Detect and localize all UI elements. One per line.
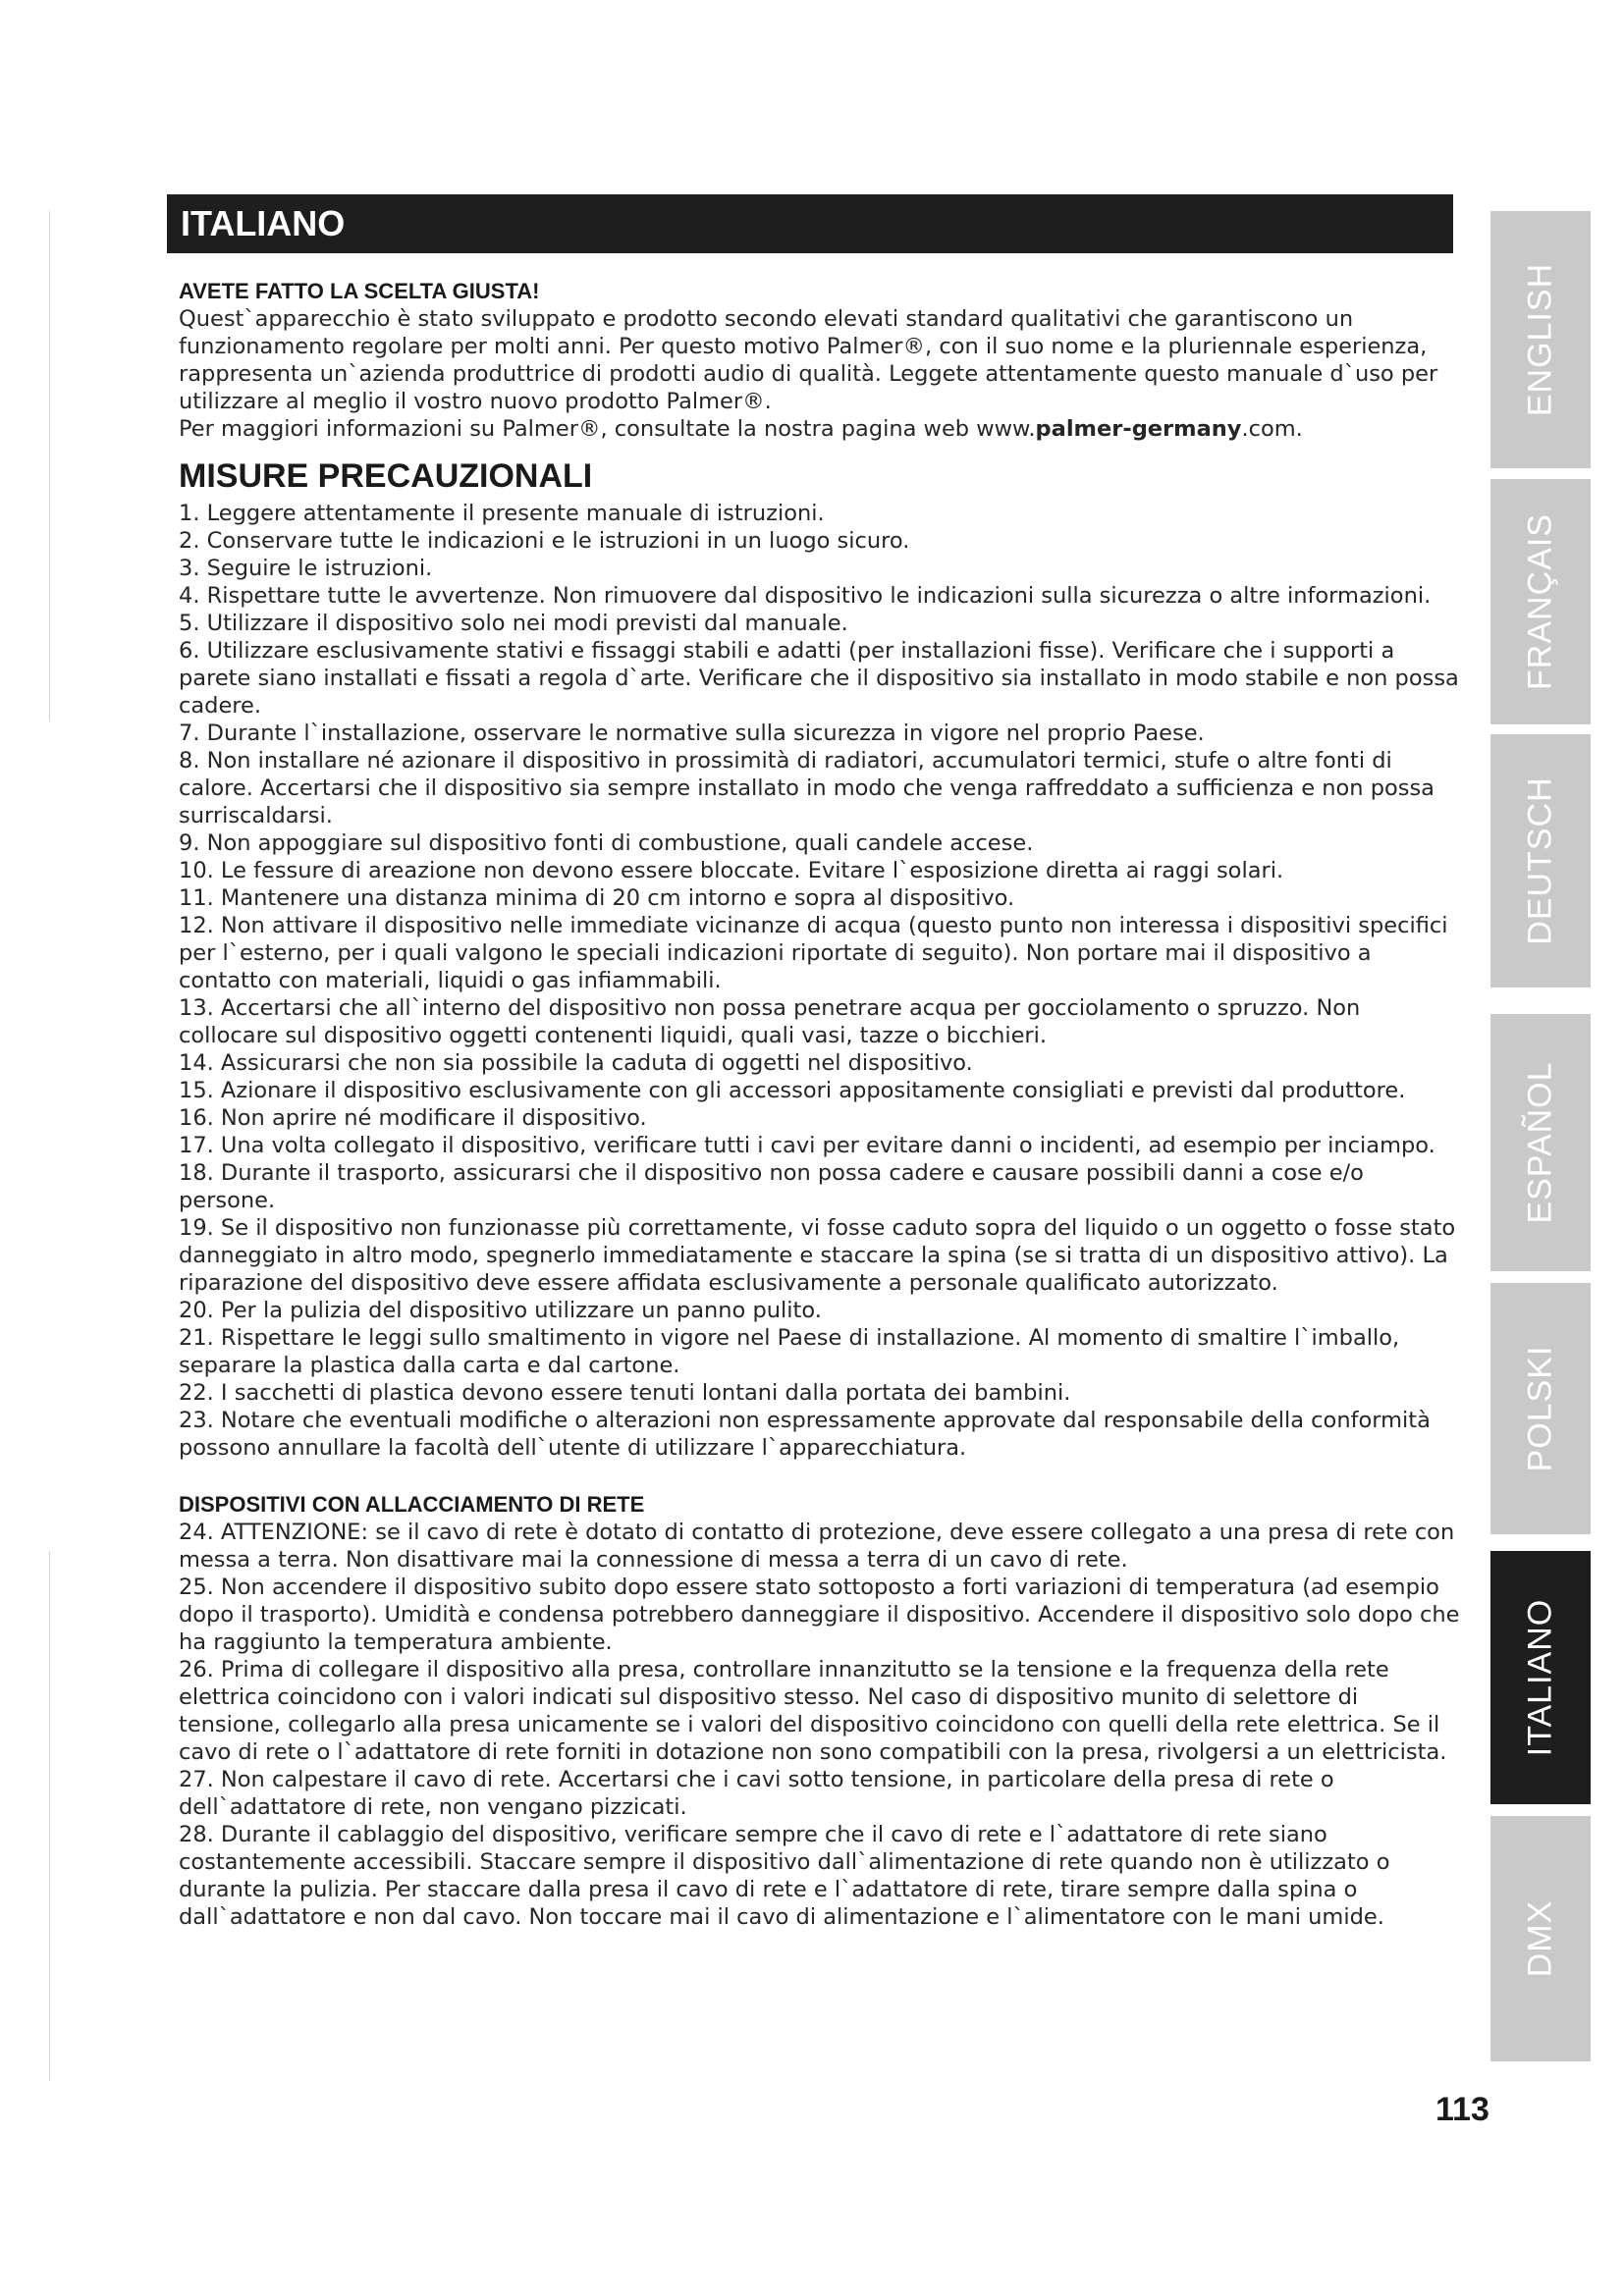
website-prefix: Per maggiori informazioni su Palmer®, consultate la nostra pagina web www. — [179, 416, 1036, 442]
list-item: 5. Utilizzare il dispositivo solo nei modi previsti dal manuale. — [179, 611, 848, 636]
tab-espanol[interactable] — [1490, 1014, 1591, 1271]
website-line — [179, 415, 1465, 443]
mains-heading: DISPOSITIVI CON ALLACCIAMENTO DI RETE — [179, 1492, 645, 1517]
section-header-bar — [167, 194, 1453, 253]
main-content — [179, 278, 1465, 1931]
list-item: 22. I sacchetti di plastica devono essere tenuti lontani dalla portata dei bambini. — [179, 1380, 1071, 1406]
list-item: 11. Mantenere una distanza minima di 20 cm intorno e sopra al dispositivo. — [179, 885, 1015, 911]
tab-espanol-label: ESPAÑOL — [1521, 1061, 1559, 1224]
list-item: 1. Leggere attentamente il presente manuale di istruzioni. — [179, 501, 825, 526]
list-item: 6. Utilizzare esclusivamente stativi e fissaggi stabili e adatti (per installazioni fisse). Verificare che i supporti a parete siano installati e fissati a regola d`arte. Verificare che il dispositivo sia installato in modo stabile e non possa cadere. — [179, 638, 1459, 719]
list-item: 17. Una volta collegato il dispositivo, verificare tutti i cavi per evitare danni o incidenti, ad esempio per inciampo. — [179, 1133, 1435, 1158]
tab-dmx[interactable] — [1490, 1816, 1591, 2061]
list-item: 23. Notare che eventuali modifiche o alterazioni non espressamente approvate dal responsabile della conformità possono annullare la facoltà dell`utente di utilizzare l`apparecchiatura. — [179, 1408, 1431, 1461]
tab-dmx-label: DMX — [1521, 1899, 1559, 1978]
intro-heading: AVETE FATTO LA SCELTA GIUSTA! — [179, 279, 540, 303]
tab-deutsch-label: DEUTSCH — [1521, 776, 1559, 945]
list-item: 8. Non installare né azionare il dispositivo in prossimità di radiatori, accumulatori termici, stufe o altre fonti di calore. Accertarsi che il dispositivo sia sempre installato in modo che venga raffreddato a sufficienza e non possa surriscaldarsi. — [179, 748, 1435, 828]
left-margin-rule-bottom — [49, 1551, 50, 2081]
list-item: 18. Durante il trasporto, assicurarsi che il dispositivo non possa cadere e causare possibili danni a cose e/o persone. — [179, 1160, 1364, 1213]
tab-polski[interactable] — [1490, 1283, 1591, 1534]
list-item: 9. Non appoggiare sul dispositivo fonti di combustione, quali candele accese. — [179, 830, 1034, 856]
tab-italiano[interactable] — [1490, 1551, 1591, 1804]
list-item: 14. Assicurarsi che non sia possibile la caduta di oggetti nel dispositivo. — [179, 1050, 973, 1076]
list-item: 25. Non accendere il dispositivo subito dopo essere stato sottoposto a forti variazioni di temperatura (ad esempio dopo il trasporto). Umidità e condensa potrebbero danneggiare il dispositivo. Accendere il dispositivo solo dopo che ha raggiunto la temperatura ambiente. — [179, 1575, 1460, 1655]
intro-paragraph: Quest`apparecchio è stato sviluppato e prodotto secondo elevati standard qualitativi che garantiscono un funzionamento regolare per molti anni. Per questo motivo Palmer®, con il suo nome e la pluriennale esperienza, rappresenta un`azienda produttrice di prodotti audio di qualità. Leggete attentamente questo manuale d`uso per utilizzare al meglio il vostro nuovo prodotto Palmer®. — [179, 306, 1438, 414]
list-item: 19. Se il dispositivo non funzionasse più correttamente, vi fosse caduto sopra del liquido o un oggetto o fosse stato danneggiato in altro modo, spegnerlo immediatamente e staccare la spina (se si tratta di un dispositivo attivo). La riparazione del dispositivo deve essere affidata esclusivamente a personale qualificato autorizzato. — [179, 1215, 1456, 1296]
precautions-title: MISURE PRECAUZIONALI — [179, 457, 593, 495]
list-item: 4. Rispettare tutte le avvertenze. Non rimuovere dal dispositivo le indicazioni sulla sicurezza o altre informazioni. — [179, 583, 1432, 609]
list-item: 13. Accertarsi che all`interno del dispositivo non possa penetrare acqua per gocciolamento o spruzzo. Non collocare sul dispositivo oggetti contenenti liquidi, quali vasi, tazze o bicchieri. — [179, 995, 1361, 1048]
list-item: 15. Azionare il dispositivo esclusivamente con gli accessori appositamente consigliati e previsti dal produttore. — [179, 1078, 1406, 1103]
left-margin-rule-top — [49, 211, 50, 721]
list-item: 20. Per la pulizia del dispositivo utilizzare un panno pulito. — [179, 1298, 822, 1323]
section-title: ITALIANO — [181, 203, 346, 243]
list-item: 12. Non attivare il dispositivo nelle immediate vicinanze di acqua (questo punto non interessa i dispositivi specifici per l`esterno, per i quali valgono le speciali indicazioni riportate di seguito). Non portare mai il dispositivo a contatto con materiali, liquidi o gas infiammabili. — [179, 913, 1448, 993]
list-item: 24. ATTENZIONE: se il cavo di rete è dotato di contatto di protezione, deve essere collegato a una presa di rete con messa a terra. Non disattivare mai la connessione di messa a terra di un cavo di rete. — [179, 1520, 1455, 1573]
list-item: 10. Le fessure di areazione non devono essere bloccate. Evitare l`esposizione diretta ai raggi solari. — [179, 858, 1284, 883]
list-item: 7. Durante l`installazione, osservare le normative sulla sicurezza in vigore nel proprio Paese. — [179, 721, 1205, 746]
tab-english[interactable] — [1490, 211, 1591, 468]
list-item: 26. Prima di collegare il dispositivo alla presa, controllare innanzitutto se la tensione e la frequenza della rete elettrica coincidono con i valori indicati sul dispositivo stesso. Nel caso di dispositivo munito di selettore di tensione, collegarlo alla presa unicamente se i valori del dispositivo coincidono con quelli della rete elettrica. Se il cavo di rete o l`adattatore di rete forniti in dotazione non sono compatibili con la presa, rivolgersi a un elettricista. — [179, 1657, 1447, 1765]
list-item: 27. Non calpestare il cavo di rete. Accertarsi che i cavi sotto tensione, in particolare della presa di rete o dell`adattatore di rete, non vengano pizzicati. — [179, 1767, 1334, 1820]
mains-list — [179, 1519, 1465, 1931]
list-item: 28. Durante il cablaggio del dispositivo, verificare sempre che il cavo di rete e l`adattatore di rete siano costantemente accessibili. Staccare sempre il dispositivo dall`alimentazione di rete quando non è utilizzato o durante la pulizia. Per staccare dalla presa il cavo di rete e l`adattatore di rete, tirare sempre dalla spina o dall`adattatore e non dal cavo. Non toccare mai il cavo di alimentazione e l`alimentatore con le mani umide. — [179, 1822, 1390, 1930]
tab-francais-label: FRANÇAIS — [1521, 513, 1559, 690]
list-item: 21. Rispettare le leggi sullo smaltimento in vigore nel Paese di installazione. Al momento di smaltire l`imballo, separare la plastica dalla carta e dal cartone. — [179, 1325, 1400, 1378]
tab-italiano-label: ITALIANO — [1521, 1598, 1559, 1757]
tab-polski-label: POLSKI — [1521, 1345, 1559, 1472]
website-suffix: .com. — [1241, 416, 1303, 442]
page-number: 113 — [1435, 2091, 1489, 2128]
tab-francais[interactable] — [1490, 479, 1591, 724]
list-item: 16. Non aprire né modificare il dispositivo. — [179, 1105, 647, 1131]
precautions-list — [179, 500, 1465, 1462]
list-item: 3. Seguire le istruzioni. — [179, 556, 433, 581]
website-brand: palmer-germany — [1035, 416, 1242, 442]
tab-english-label: ENGLISH — [1521, 262, 1559, 417]
list-item: 2. Conservare tutte le indicazioni e le istruzioni in un luogo sicuro. — [179, 528, 910, 554]
tab-deutsch[interactable] — [1490, 734, 1591, 988]
